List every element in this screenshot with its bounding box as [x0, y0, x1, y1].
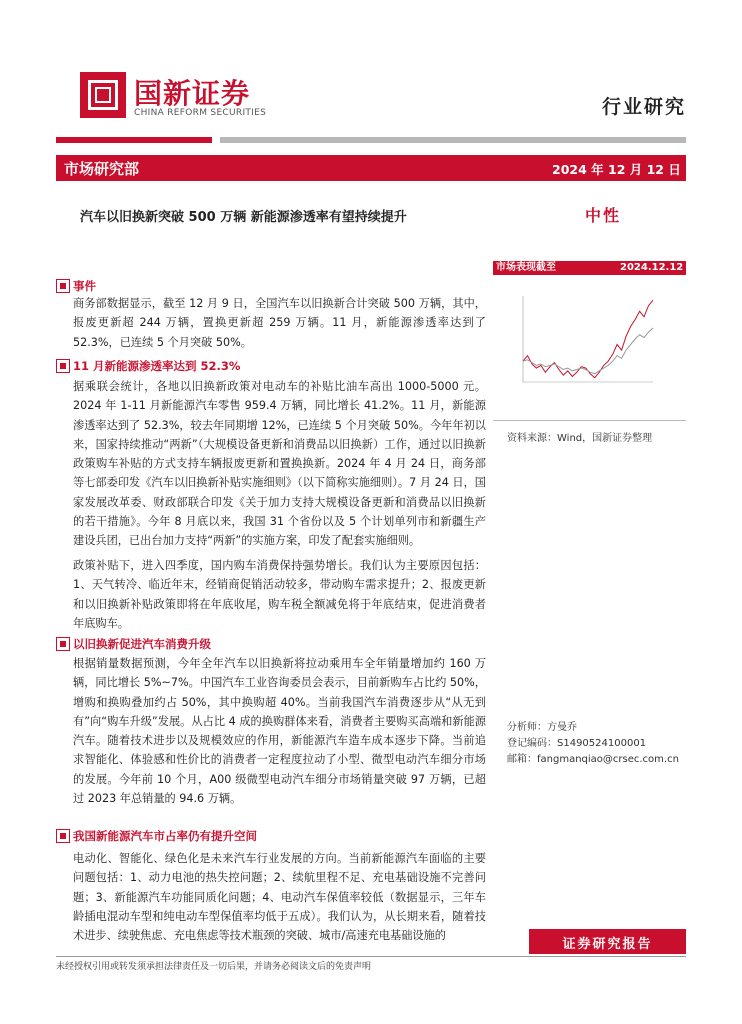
- footer-disclaimer: 未经授权引用或转发须承担法律责任及一切后果，并请务必阅读文后的免责声明: [56, 962, 372, 972]
- section-paragraph: 电动化、智能化、绿色化是未来汽车行业发展的方向。当前新能源汽车面临的主要问题包括：1、动力电池的热失控问题；2、续航里程不足、充电基础设施不完善问题；3、新能源汽车功能同质化问题；4、电动汽车保值率较低（数据显示，三年车龄插电混动车型和纯电动车型保值率均低于五成）。我们认为，从长期来看，随着技术进步、续驶焦虑、充电焦虑等技术瓶颈的突破、城市/高速充电基础设施的: [73, 852, 486, 943]
- analyst-info: [507, 720, 679, 768]
- chart-axis: [523, 296, 653, 382]
- analyst-registration: 登记编码：S1490524100001: [507, 738, 647, 749]
- sidebar-divider: [493, 420, 686, 421]
- brand-logo-mark: [80, 72, 126, 118]
- header-rule-red: [56, 137, 212, 143]
- footer-rule: [56, 956, 686, 957]
- analyst-email[interactable]: 邮箱：fangmanqiao@crsec.com.cn: [507, 754, 679, 765]
- brand-name-en: CHINA REFORM SECURITIES: [134, 108, 267, 118]
- section-paragraph: 据乘联会统计，各地以旧换新政策对电动车的补贴比油车高出 1000-5000 元。2024 年 1-11 月新能源汽车零售 959.4 万辆，同比增长 41.2%。11 月，新能源渗透率达到了 52.3%，较去年同期增 12%，已连续 5 个月突破 50%。今年年初以来，国家持续推动“两新”（大规模设备更新和消费品以旧换新）工作，通过以旧换新政策购车补贴的方式支持车辆报废更新和置换换新。2024 年 4 月 24 日，商务部等七部委印发《汽车以旧换新补贴实施细则》（以下简称实施细则）。7 月 24 日，国家发展改革委、财政部联合印发《关于加力支持大规模设备更新和消费品以旧换新的若干措施》。今年 8 月底以来，我国 31 个省份以及 5 个计划单列市和新疆生产建设兵团，已出台加力支持“两新”的实施方案，印发了配套实施细则。: [73, 380, 486, 548]
- section-paragraph: 根据销量数据预测，今年全年汽车以旧换新将拉动乘用车全年销量增加约 160 万辆，同比增长 5%~7%。中国汽车工业咨询委员会表示，目前新购车占比约 50%，增购和换购叠加约占 50%，其中换购超 40%。当前我国汽车消费逐步从“从无到有”向“购车升级”发展。从占比 4 成的换购群体来看，消费者主要购买高端和新能源汽车。随着技术进步以及规模效应的作用，新能源汽车造车成本逐步下降。当前追求智能化、体验感和性价比的消费者一定程度拉动了小型、微型电动汽车细分市场的发展。今年前 10 个月，A00 级微型电动汽车细分市场销量突破 97 万辆，已超过 2023 年总销量的 94.6 万辆。: [73, 657, 486, 806]
- market-performance-chart: [493, 290, 686, 402]
- market-performance-date: 2024.12.12: [620, 262, 684, 273]
- document-type: 行业研究: [602, 96, 687, 118]
- report-type-label: 证券研究报告: [562, 937, 653, 952]
- section-marker-icon: [56, 637, 70, 651]
- section-paragraph: 商务部数据显示，截至 12 月 9 日，全国汽车以旧换新合计突破 500 万辆，其中，报废更新超 244 万辆，置换更新超 259 万辆。11 月，新能源渗透率达到了 52.3%，已连续 5 个月突破 50%。: [73, 297, 486, 349]
- chart-series-line-1: [523, 328, 653, 374]
- chart-series-line-0: [523, 300, 653, 378]
- department-name: 市场研究部: [64, 160, 140, 178]
- section-title-market-share: 我国新能源汽车市占率仍有提升空间: [73, 829, 257, 843]
- brand-name-cn: 国新证券: [134, 77, 251, 110]
- chart-source: 资料来源：Wind，国新证券整理: [507, 433, 653, 444]
- section-marker-icon: [56, 359, 70, 373]
- analyst-name: 分析师：方曼乔: [507, 722, 577, 733]
- section-title-event: 事件: [73, 279, 96, 293]
- section-title-penetration: 11 月新能源渗透率达到 52.3%: [73, 359, 241, 373]
- market-performance-label: 市场表现截至: [496, 262, 556, 273]
- industry-rating: 中性: [585, 206, 622, 225]
- header-rule-gray: [220, 137, 686, 143]
- report-title: 汽车以旧换新突破 500 万辆 新能源渗透率有望持续提升: [80, 210, 407, 225]
- section-paragraph: 政策补贴下，进入四季度，国内购车消费保持强势增长。我们认为主要原因包括：1、天气转冷、临近年末，经销商促销活动较多，带动购车需求提升；2、报废更新和以旧换新补贴政策即将在年底收尾，购车税全额减免将于年底结束，促进消费者年底购车。: [73, 559, 486, 630]
- section-marker-icon: [56, 829, 70, 843]
- section-title-upgrade: 以旧换新促进汽车消费升级: [73, 637, 211, 651]
- report-date: 2024 年 12 月 12 日: [552, 162, 681, 177]
- section-marker-icon: [56, 279, 70, 293]
